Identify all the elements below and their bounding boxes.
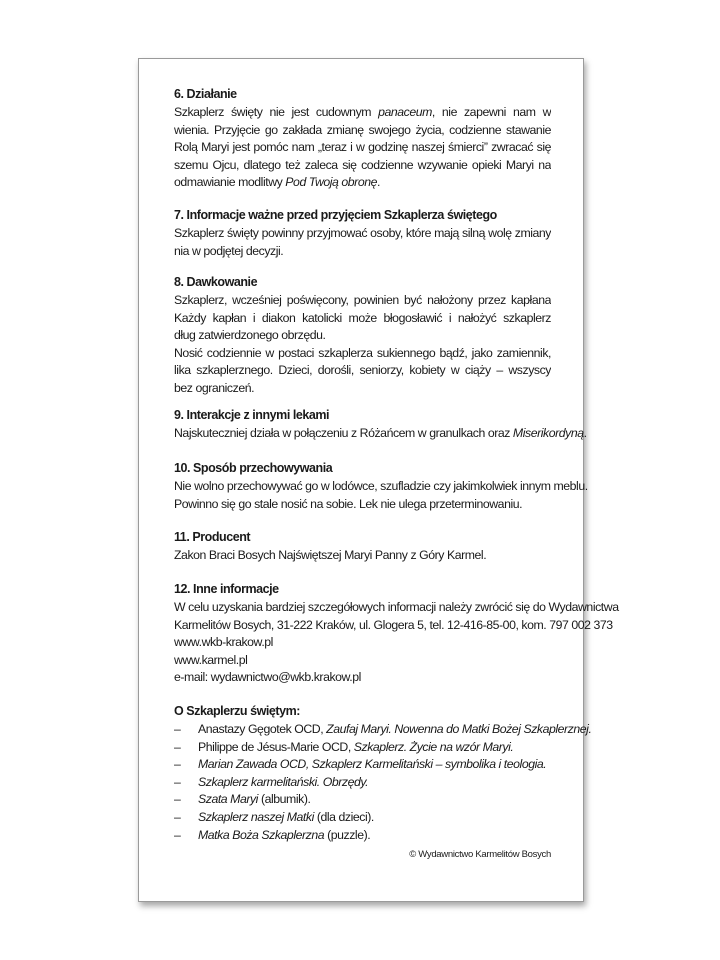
list-item bbox=[174, 756, 551, 774]
text: nia w podjętej decyzji. bbox=[174, 243, 284, 258]
section-heading: 10. Sposób przechowywania bbox=[174, 461, 333, 475]
text-line bbox=[174, 652, 551, 670]
list-dash: – bbox=[174, 774, 181, 789]
italic-text: Zaufaj Maryi. Nowenna do Matki Bożej Szkaplerznej. bbox=[326, 722, 592, 736]
text: www.karmel.pl bbox=[174, 652, 248, 667]
text: Szkaplerz, wcześniej poświęcony, powinien być nałożony przez kapłana bbox=[174, 293, 551, 307]
leaflet-section bbox=[174, 580, 619, 687]
italic-text: Szata Maryi bbox=[198, 792, 258, 807]
text: e-mail: wydawnictwo@wkb.krakow.pl bbox=[174, 670, 361, 685]
italic-text: Szkaplerz. Życie na wzór Maryi. bbox=[353, 739, 514, 754]
section-heading: 9. Interakcje z innymi lekami bbox=[174, 408, 330, 422]
leaflet-section bbox=[174, 528, 551, 565]
italic-text: Matka Boża Szkaplerzna bbox=[198, 827, 325, 842]
text-line bbox=[174, 157, 551, 175]
text-line bbox=[174, 478, 588, 496]
text: Najskuteczniej działa w połączeniu z Różańcem w granulkach oraz bbox=[174, 426, 513, 440]
leaflet-section bbox=[174, 273, 551, 398]
text-line bbox=[174, 243, 551, 261]
text: (albumik). bbox=[257, 792, 311, 807]
bibliography-section bbox=[174, 702, 592, 844]
section-heading: 12. Inne informacje bbox=[174, 582, 279, 596]
text: Nosić codziennie w postaci szkaplerza sukiennego bądź, jako zamiennik, bbox=[174, 345, 551, 360]
text: Szkaplerz święty nie jest cudownym bbox=[174, 105, 379, 119]
italic-text: Miserikordyną bbox=[512, 426, 584, 440]
text-line bbox=[174, 225, 551, 243]
list-dash: – bbox=[174, 827, 181, 842]
text-line bbox=[174, 122, 551, 140]
text: odmawianie modlitwy bbox=[174, 175, 286, 190]
text: , nie zapewni nam w bbox=[431, 105, 551, 119]
text-line bbox=[174, 310, 551, 328]
list-item bbox=[174, 721, 592, 739]
text: szemu Ojcu, dlatego też zaleca się codzienne wzywanie opieki Maryi na bbox=[174, 157, 551, 172]
text: W celu uzyskania bardziej szczegółowych informacji należy zwrócić się do Wydawnictwa bbox=[174, 600, 619, 614]
list-dash: – bbox=[174, 809, 181, 824]
text: dług zatwierdzonego obrzędu. bbox=[174, 328, 326, 343]
italic-text: panaceum bbox=[378, 105, 432, 119]
text: Każdy kapłan i diakon katolicki może błogosławić i nałożyć szkaplerz bbox=[174, 310, 551, 325]
text: Rolą Maryi jest pomóc nam „teraz i w godzinę naszej śmierci” zwracać się bbox=[174, 140, 551, 155]
text-line bbox=[174, 380, 551, 398]
text-line bbox=[174, 174, 551, 192]
section-heading: 11. Producent bbox=[174, 530, 251, 544]
text: Karmelitów Bosych, 31-222 Kraków, ul. Glogera 5, tel. 12-416-85-00, kom. 797 002 373 bbox=[174, 617, 613, 632]
list-item bbox=[174, 827, 551, 845]
italic-text: Pod Twoją obronę bbox=[285, 175, 377, 190]
text: (dla dzieci). bbox=[313, 809, 374, 824]
text: www.wkb-krakow.pl bbox=[174, 635, 273, 650]
leaflet-section bbox=[174, 85, 551, 192]
text: . bbox=[377, 175, 380, 190]
list-dash: – bbox=[174, 722, 181, 736]
text-line bbox=[174, 139, 551, 157]
section-heading: 8. Dawkowanie bbox=[174, 275, 258, 289]
leaflet-section bbox=[174, 406, 587, 443]
text: Zakon Braci Bosych Najświętszej Maryi Panny z Góry Karmel. bbox=[174, 548, 487, 562]
text-line bbox=[174, 104, 551, 122]
text: lika szkaplerznego. Dzieci, dorośli, seniorzy, kobiety w ciąży – wszyscy bbox=[174, 363, 551, 378]
text-line bbox=[174, 634, 551, 652]
section-heading: 6. Działanie bbox=[174, 87, 237, 101]
text: Philippe de Jésus-Marie OCD, bbox=[198, 739, 354, 754]
list-dash: – bbox=[174, 792, 181, 807]
text-line bbox=[174, 345, 551, 363]
text-line bbox=[174, 547, 551, 565]
text-line bbox=[174, 669, 551, 687]
text: wienia. Przyjęcie go zakłada zmianę swojego życia, codzienne stawanie bbox=[174, 122, 551, 137]
text-line bbox=[174, 327, 551, 345]
text-line bbox=[174, 292, 551, 310]
leaflet-section bbox=[174, 206, 551, 260]
list-dash: – bbox=[174, 757, 181, 772]
section-heading: O Szkaplerzu świętym: bbox=[174, 704, 301, 718]
list-item bbox=[174, 774, 551, 792]
italic-text: Szkaplerz naszej Matki bbox=[198, 809, 314, 824]
italic-text: Marian Zawada OCD, Szkaplerz Karmelitański – symbolika i teologia. bbox=[198, 757, 547, 772]
list-item bbox=[174, 739, 551, 757]
text: Szkaplerz święty powinny przyjmować osoby, które mają silną wolę zmiany bbox=[174, 226, 551, 240]
text: (puzzle). bbox=[324, 827, 371, 842]
list-item bbox=[174, 809, 551, 827]
leaflet-section bbox=[174, 459, 588, 513]
text-line bbox=[174, 425, 587, 443]
text: bez ograniczeń. bbox=[174, 380, 255, 395]
text: . bbox=[583, 426, 587, 440]
text: Nie wolno przechowywać go w lodówce, szufladzie czy jakimkolwiek innym meblu. bbox=[174, 479, 588, 493]
text-line bbox=[174, 599, 619, 617]
text: Anastazy Gęgotek OCD, bbox=[198, 722, 327, 736]
list-item bbox=[174, 791, 551, 809]
leaflet-page bbox=[138, 58, 619, 902]
text-line bbox=[174, 617, 613, 635]
copyright-notice: © Wydawnictwo Karmelitów Bosych bbox=[409, 849, 551, 860]
text-line bbox=[174, 496, 551, 514]
text: Powinno się go stale nosić na sobie. Lek nie ulega przeterminowaniu. bbox=[174, 496, 523, 511]
list-dash: – bbox=[174, 739, 181, 754]
text-line bbox=[174, 362, 551, 380]
section-heading: 7. Informacje ważne przed przyjęciem Szkaplerza świętego bbox=[174, 208, 497, 222]
italic-text: Szkaplerz karmelitański. Obrzędy. bbox=[198, 774, 369, 789]
